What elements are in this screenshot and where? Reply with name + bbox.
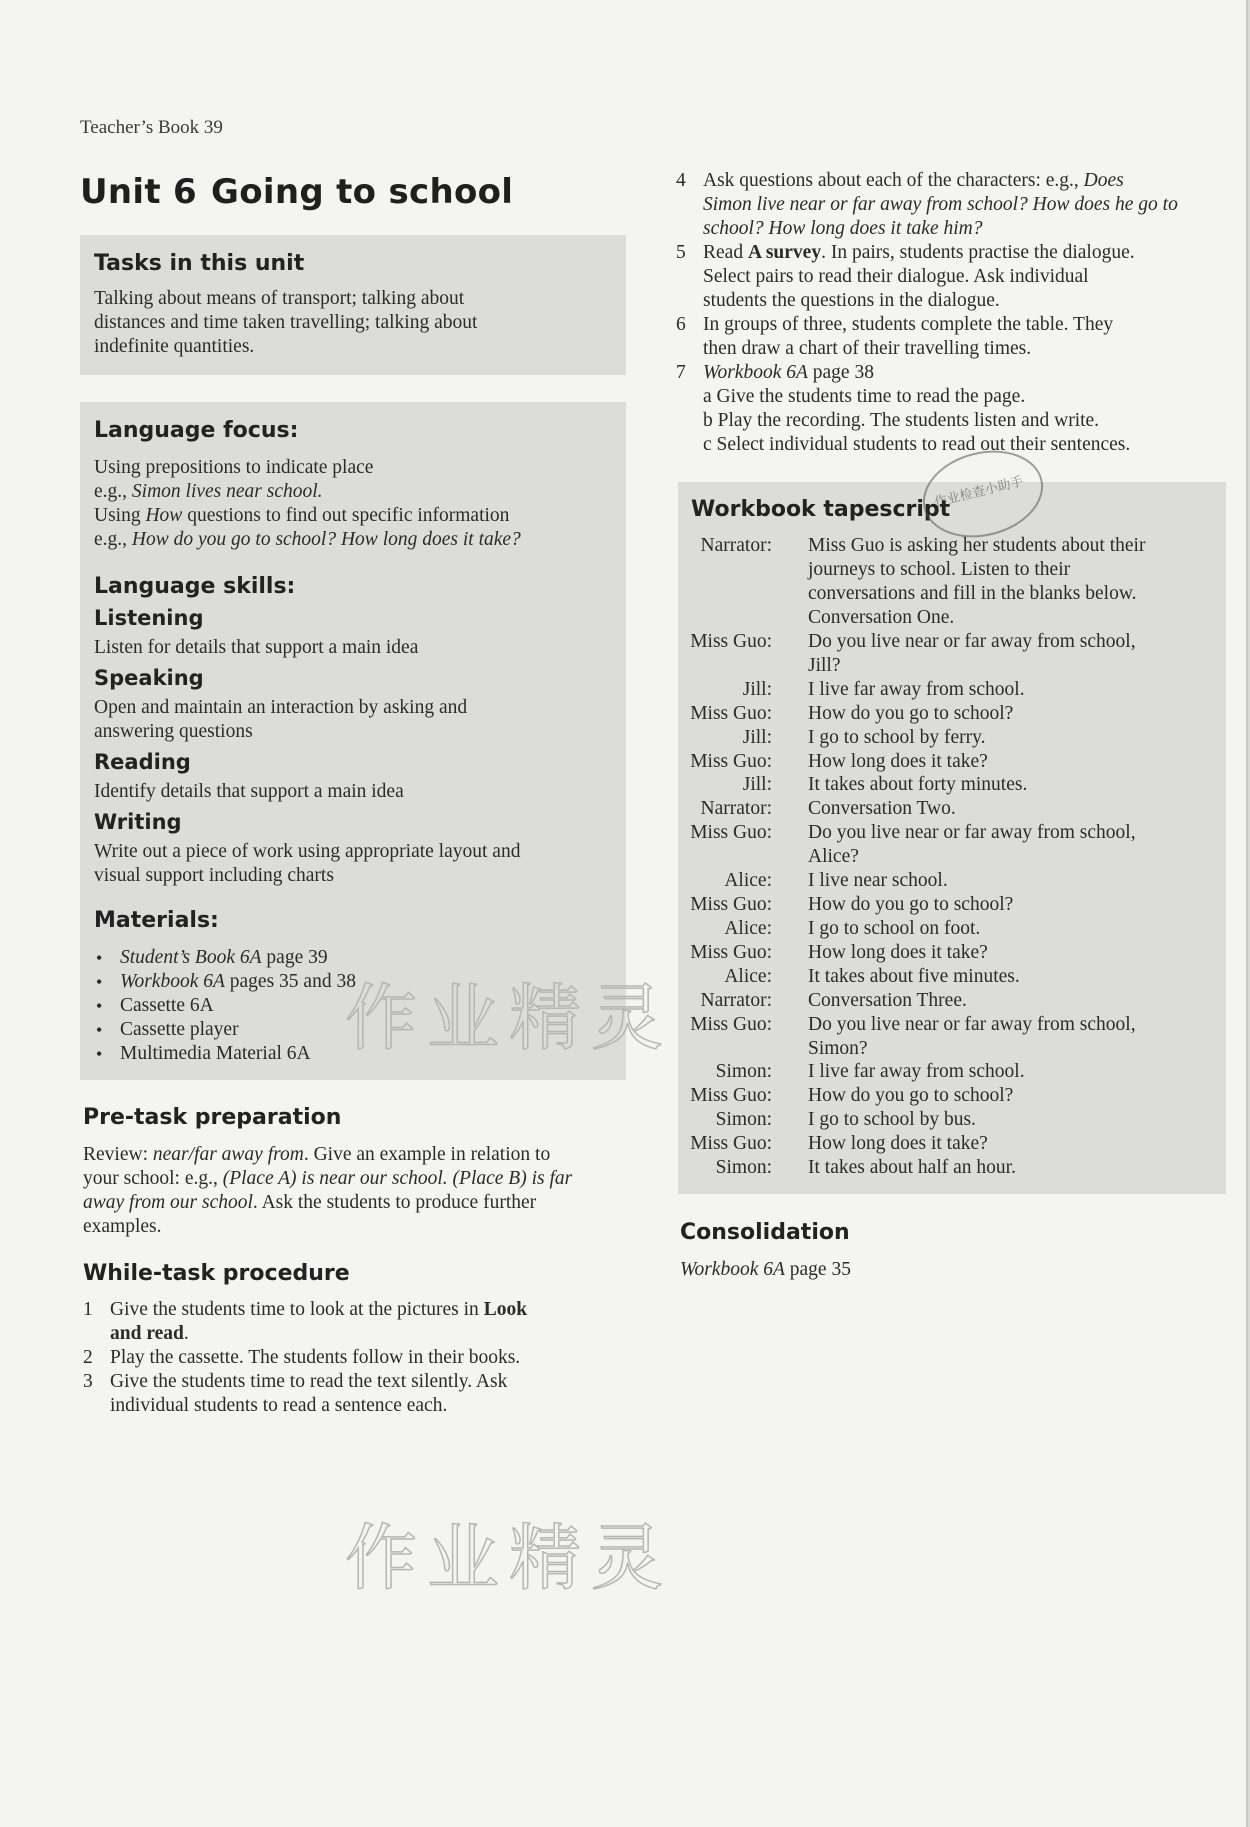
list-item: • Workbook 6A pages 35 and 38 bbox=[94, 970, 594, 994]
speaker-label: Simon: bbox=[715, 1061, 772, 1083]
speech-line: I go to school by bus. bbox=[808, 1109, 976, 1131]
speech-line: How do you go to school? bbox=[808, 1085, 1014, 1107]
while-task-steps bbox=[83, 1298, 623, 1418]
list-item: • Multimedia Material 6A bbox=[94, 1042, 594, 1066]
consolidation-heading: Consolidation bbox=[680, 1220, 850, 1245]
list-item: 1 Give the students time to look at the pictures in Look and read. bbox=[83, 1299, 528, 1344]
tapescript-row bbox=[678, 750, 1226, 774]
pre-task-text: Review: near/far away from. Give an example in relation to your school: e.g., (Place A) is near our school. (Place B) is far away from our school. Ask the students to produce further examples. bbox=[83, 1144, 573, 1237]
speech-text bbox=[808, 1132, 1216, 1156]
reading-text: Identify details that support a main idea bbox=[94, 781, 404, 802]
tapescript-row bbox=[678, 1108, 1226, 1132]
writing-heading: Writing bbox=[94, 810, 182, 834]
speech-text bbox=[808, 893, 1216, 917]
writing-text: visual support including charts bbox=[94, 865, 334, 886]
speech-text bbox=[808, 678, 1216, 702]
speaker-label: Miss Guo: bbox=[690, 1133, 772, 1155]
speech-text bbox=[808, 965, 1216, 989]
tasks-line: indefinite quantities. bbox=[94, 336, 255, 357]
speech-line: Conversation One. bbox=[808, 607, 955, 628]
list-item: • Student’s Book 6A page 39 bbox=[94, 946, 594, 970]
speech-line: Do you live near or far away from school, bbox=[808, 1013, 1136, 1035]
tapescript-row bbox=[678, 1084, 1226, 1108]
tapescript-row bbox=[678, 797, 1226, 821]
tapescript-row bbox=[678, 1156, 1226, 1180]
listening-heading: Listening bbox=[94, 606, 204, 630]
speech-line: Miss Guo is asking her students about their bbox=[808, 535, 1146, 556]
list-item: • Cassette 6A bbox=[94, 994, 594, 1018]
reading-heading: Reading bbox=[94, 750, 191, 774]
speech-line: It takes about half an hour. bbox=[808, 1157, 1016, 1178]
speech-line: Conversation Two. bbox=[808, 798, 956, 820]
list-item: 6 In groups of three, students complete the table. They then draw a chart of their travelling times. bbox=[676, 314, 1114, 359]
tapescript-row bbox=[678, 726, 1226, 750]
speaker-label: Simon: bbox=[715, 1109, 772, 1131]
speech-line: I live far away from school. bbox=[808, 1061, 1025, 1083]
speaker-label: Simon: bbox=[715, 1157, 772, 1178]
list-item: 5 Read A survey. In pairs, students practise the dialogue. Select pairs to read their dialogue. Ask individual students the questions in the dialogue. bbox=[676, 242, 1135, 311]
speech-line: journeys to school. Listen to their bbox=[808, 559, 1071, 580]
speech-line: I live near school. bbox=[808, 870, 948, 892]
speech-text bbox=[808, 1084, 1216, 1108]
list-item: 7 Workbook 6A page 38 a Give the students time to read the page. b Play the recording. The students listen and write. c Select individual students to read out their sentences. bbox=[676, 362, 1131, 455]
list-item: 2 Play the cassette. The students follow in their books. bbox=[83, 1347, 521, 1368]
speech-line: How do you go to school? bbox=[808, 894, 1014, 915]
language-skills-heading: Language skills: bbox=[94, 574, 296, 599]
tapescript-row bbox=[678, 1132, 1226, 1156]
while-task-heading: While-task procedure bbox=[83, 1261, 350, 1286]
speech-line: Alice? bbox=[808, 846, 859, 868]
focus-line: Using prepositions to indicate place bbox=[94, 457, 374, 478]
speech-text bbox=[808, 917, 1216, 941]
speaker-label: Miss Guo: bbox=[690, 941, 772, 963]
speech-line: I go to school by ferry. bbox=[808, 726, 986, 748]
running-head: Teacher’s Book 39 bbox=[80, 117, 223, 138]
speaker-label: Miss Guo: bbox=[690, 894, 772, 915]
tapescript-box bbox=[678, 482, 1226, 1194]
speech-text bbox=[808, 1156, 1216, 1180]
tasks-heading: Tasks in this unit bbox=[94, 251, 305, 276]
listening-text: Listen for details that support a main idea bbox=[94, 637, 419, 658]
speaker-label: Miss Guo: bbox=[690, 702, 772, 724]
unit-number: Unit 6 bbox=[80, 172, 198, 212]
consolidation-text: Workbook 6A page 35 bbox=[680, 1259, 851, 1280]
pre-task-heading: Pre-task preparation bbox=[83, 1105, 342, 1130]
speech-line: How long does it take? bbox=[808, 941, 988, 963]
speaker-label: Alice: bbox=[724, 965, 772, 987]
speech-text bbox=[808, 773, 1216, 797]
speaker-label: Jill: bbox=[742, 678, 772, 700]
tapescript-row bbox=[678, 821, 1226, 869]
tasks-line: Talking about means of transport; talking about bbox=[94, 288, 465, 309]
speaker-label: Narrator: bbox=[700, 989, 772, 1011]
materials-heading: Materials: bbox=[94, 908, 219, 933]
focus-line: e.g., How do you go to school? How long does it take? bbox=[94, 529, 521, 550]
speaker-label: Miss Guo: bbox=[690, 630, 772, 652]
speech-text bbox=[808, 1108, 1216, 1132]
list-item: 4 Ask questions about each of the characters: e.g., Does Simon live near or far away from school? How does he go to school? How long does it take him? bbox=[676, 170, 1178, 239]
speaker-label: Jill: bbox=[742, 726, 772, 748]
tapescript-row bbox=[678, 534, 1226, 630]
speech-text bbox=[808, 989, 1216, 1013]
speaker-label: Narrator: bbox=[700, 535, 772, 556]
tapescript-row bbox=[678, 678, 1226, 702]
speaker-label: Miss Guo: bbox=[690, 1085, 772, 1107]
speech-line: How long does it take? bbox=[808, 750, 988, 772]
speech-line: conversations and fill in the blanks below. bbox=[808, 583, 1137, 604]
tapescript-row bbox=[678, 702, 1226, 726]
tapescript-heading: Workbook tapescript bbox=[691, 497, 951, 522]
speech-text bbox=[808, 941, 1216, 965]
speech-text bbox=[808, 797, 1216, 821]
speaker-label: Jill: bbox=[742, 774, 772, 796]
speaker-label: Narrator: bbox=[700, 798, 772, 820]
unit-title bbox=[80, 172, 513, 212]
speech-text bbox=[808, 821, 1216, 869]
stamp-icon: 作业检查小助手 bbox=[914, 438, 1053, 549]
speaking-text: answering questions bbox=[94, 721, 253, 742]
tapescript-row bbox=[678, 965, 1226, 989]
right-steps bbox=[676, 169, 1226, 457]
tapescript-row bbox=[678, 869, 1226, 893]
language-focus-text bbox=[94, 456, 622, 552]
speech-text bbox=[808, 1060, 1216, 1084]
speech-text bbox=[808, 750, 1216, 774]
tasks-line: distances and time taken travelling; talking about bbox=[94, 312, 478, 333]
speaker-label: Miss Guo: bbox=[690, 1013, 772, 1035]
speech-line: Do you live near or far away from school, bbox=[808, 822, 1136, 844]
unit-name: Going to school bbox=[211, 172, 514, 212]
speech-line: It takes about five minutes. bbox=[808, 965, 1020, 987]
focus-line: Using How questions to find out specific information bbox=[94, 505, 510, 526]
speech-text bbox=[808, 534, 1216, 630]
tapescript-row bbox=[678, 773, 1226, 797]
tapescript-row bbox=[678, 1013, 1226, 1061]
speech-line: I live far away from school. bbox=[808, 678, 1025, 700]
language-focus-heading: Language focus: bbox=[94, 418, 299, 443]
speech-line: How do you go to school? bbox=[808, 702, 1014, 724]
speech-line: I go to school on foot. bbox=[808, 917, 981, 939]
list-item: 3 Give the students time to read the text silently. Ask individual students to read a sentence each. bbox=[83, 1371, 508, 1416]
watermark: 作业精灵 bbox=[345, 976, 674, 1060]
speech-text bbox=[808, 726, 1216, 750]
speaker-label: Miss Guo: bbox=[690, 750, 772, 772]
tapescript-row bbox=[678, 989, 1226, 1013]
speech-text bbox=[808, 630, 1216, 678]
writing-text: Write out a piece of work using appropriate layout and bbox=[94, 841, 521, 862]
speech-line: Conversation Three. bbox=[808, 989, 967, 1011]
speech-text bbox=[808, 869, 1216, 893]
speaker-label: Miss Guo: bbox=[690, 822, 772, 844]
speech-line: It takes about forty minutes. bbox=[808, 774, 1028, 796]
speaker-label: Alice: bbox=[724, 917, 772, 939]
watermark: 作业精灵 bbox=[345, 1516, 674, 1600]
speech-line: How long does it take? bbox=[808, 1133, 988, 1155]
focus-line: e.g., Simon lives near school. bbox=[94, 481, 323, 502]
speech-line: Do you live near or far away from school, bbox=[808, 630, 1136, 652]
speech-text bbox=[808, 702, 1216, 726]
speaking-heading: Speaking bbox=[94, 666, 204, 690]
tapescript-row bbox=[678, 893, 1226, 917]
speaking-text: Open and maintain an interaction by asking and bbox=[94, 697, 468, 718]
speech-line: Jill? bbox=[808, 654, 841, 676]
speaker-label: Alice: bbox=[724, 870, 772, 892]
speech-text bbox=[808, 1013, 1216, 1061]
tapescript-row bbox=[678, 1060, 1226, 1084]
tapescript-row bbox=[678, 917, 1226, 941]
list-item: • Cassette player bbox=[94, 1018, 594, 1042]
tasks-box bbox=[80, 235, 626, 375]
tapescript-row bbox=[678, 630, 1226, 678]
tapescript-row bbox=[678, 941, 1226, 965]
speech-line: Simon? bbox=[808, 1037, 868, 1059]
tasks-text bbox=[94, 287, 619, 359]
